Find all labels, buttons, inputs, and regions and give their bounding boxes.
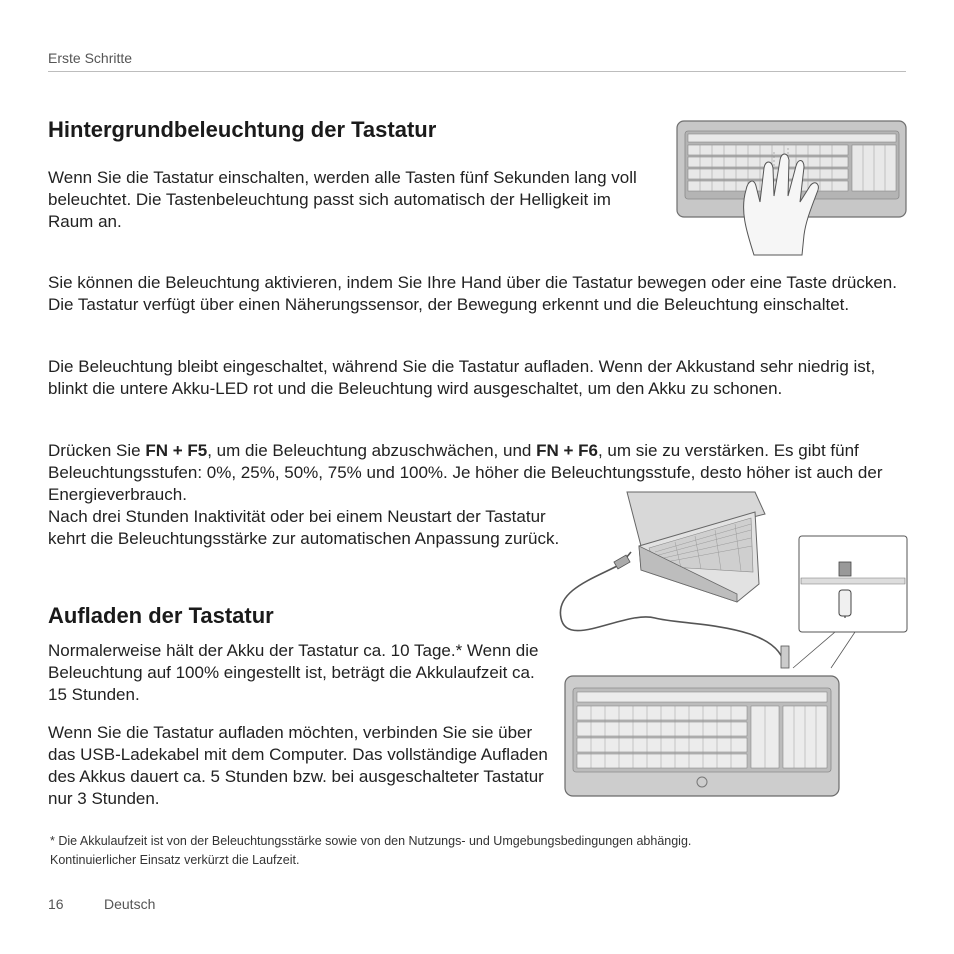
footnote-line-1: * Die Akkulaufzeit ist von der Beleuchtungsstärke sowie von den Nutzungs- und Umgebungsbedingungen abhängig.	[50, 834, 692, 848]
footnote	[50, 832, 890, 870]
keyboard-hand-illustration	[676, 120, 908, 260]
footnote-line-2: Kontinuierlicher Einsatz verkürzt die Laufzeit.	[50, 853, 300, 867]
section-header: Erste Schritte	[48, 50, 133, 66]
footer-language: Deutsch	[104, 896, 156, 912]
key-combo-dim: FN + F5	[145, 441, 208, 460]
paragraph-proximity-sensor: Sie können die Beleuchtung aktivieren, indem Sie Ihre Hand über die Tastatur bewegen oder eine Taste drücken. Die Tastatur verfügt über einen Näherungssensor, der Bewegung erkennt und die Beleuchtung einschaltet.	[48, 273, 897, 314]
text-fragment: , um sie zu verstärken. Es gibt fünf Beleuchtungsstufen: 0%, 25%, 50%, 75% und 100%. Je höher die Beleuchtungsstufe, desto höher ist auch der Energieverbrauch.	[48, 441, 883, 504]
key-combo-brighten: FN + F6	[536, 441, 598, 460]
paragraph-charging-instructions: Wenn Sie die Tastatur aufladen möchten, verbinden Sie sie über das USB-Ladekabel mit dem Computer. Das vollständige Aufladen des Akkus dauert ca. 5 Stunden bzw. bei ausgeschalteter Tastatur nur 3 Stunden.	[48, 723, 548, 808]
paragraph-battery-low: Die Beleuchtung bleibt eingeschaltet, während Sie die Tastatur aufladen. Wenn der Akkustand sehr niedrig ist, blinkt die untere Akku-LED rot und die Beleuchtung wird ausgeschaltet, um den Akku zu schonen.	[48, 357, 876, 398]
text-fragment: , um die Beleuchtung abzuschwächen, und	[207, 441, 537, 460]
heading-charging: Aufladen der Tastatur	[48, 603, 274, 628]
text-fragment: Drücken Sie	[48, 441, 146, 460]
page-number: 16	[48, 896, 64, 912]
paragraph-auto-reset: Nach drei Stunden Inaktivität oder bei einem Neustart der Tastatur kehrt die Beleuchtungsstärke zur automatischen Anpassung zurück.	[48, 507, 560, 548]
heading-backlight: Hintergrundbeleuchtung der Tastatur	[48, 117, 437, 142]
paragraph-battery-life: Normalerweise hält der Akku der Tastatur ca. 10 Tage.* Wenn die Beleuchtung auf 100% eingestellt ist, beträgt die Akkulaufzeit ca. 15 Stunden.	[48, 641, 539, 704]
charging-illustration	[555, 490, 910, 800]
paragraph-backlight-intro: Wenn Sie die Tastatur einschalten, werden alle Tasten fünf Sekunden lang voll beleuchtet. Die Tastenbeleuchtung passt sich automatisch der Helligkeit im Raum an.	[48, 168, 637, 231]
header-divider	[48, 71, 906, 72]
